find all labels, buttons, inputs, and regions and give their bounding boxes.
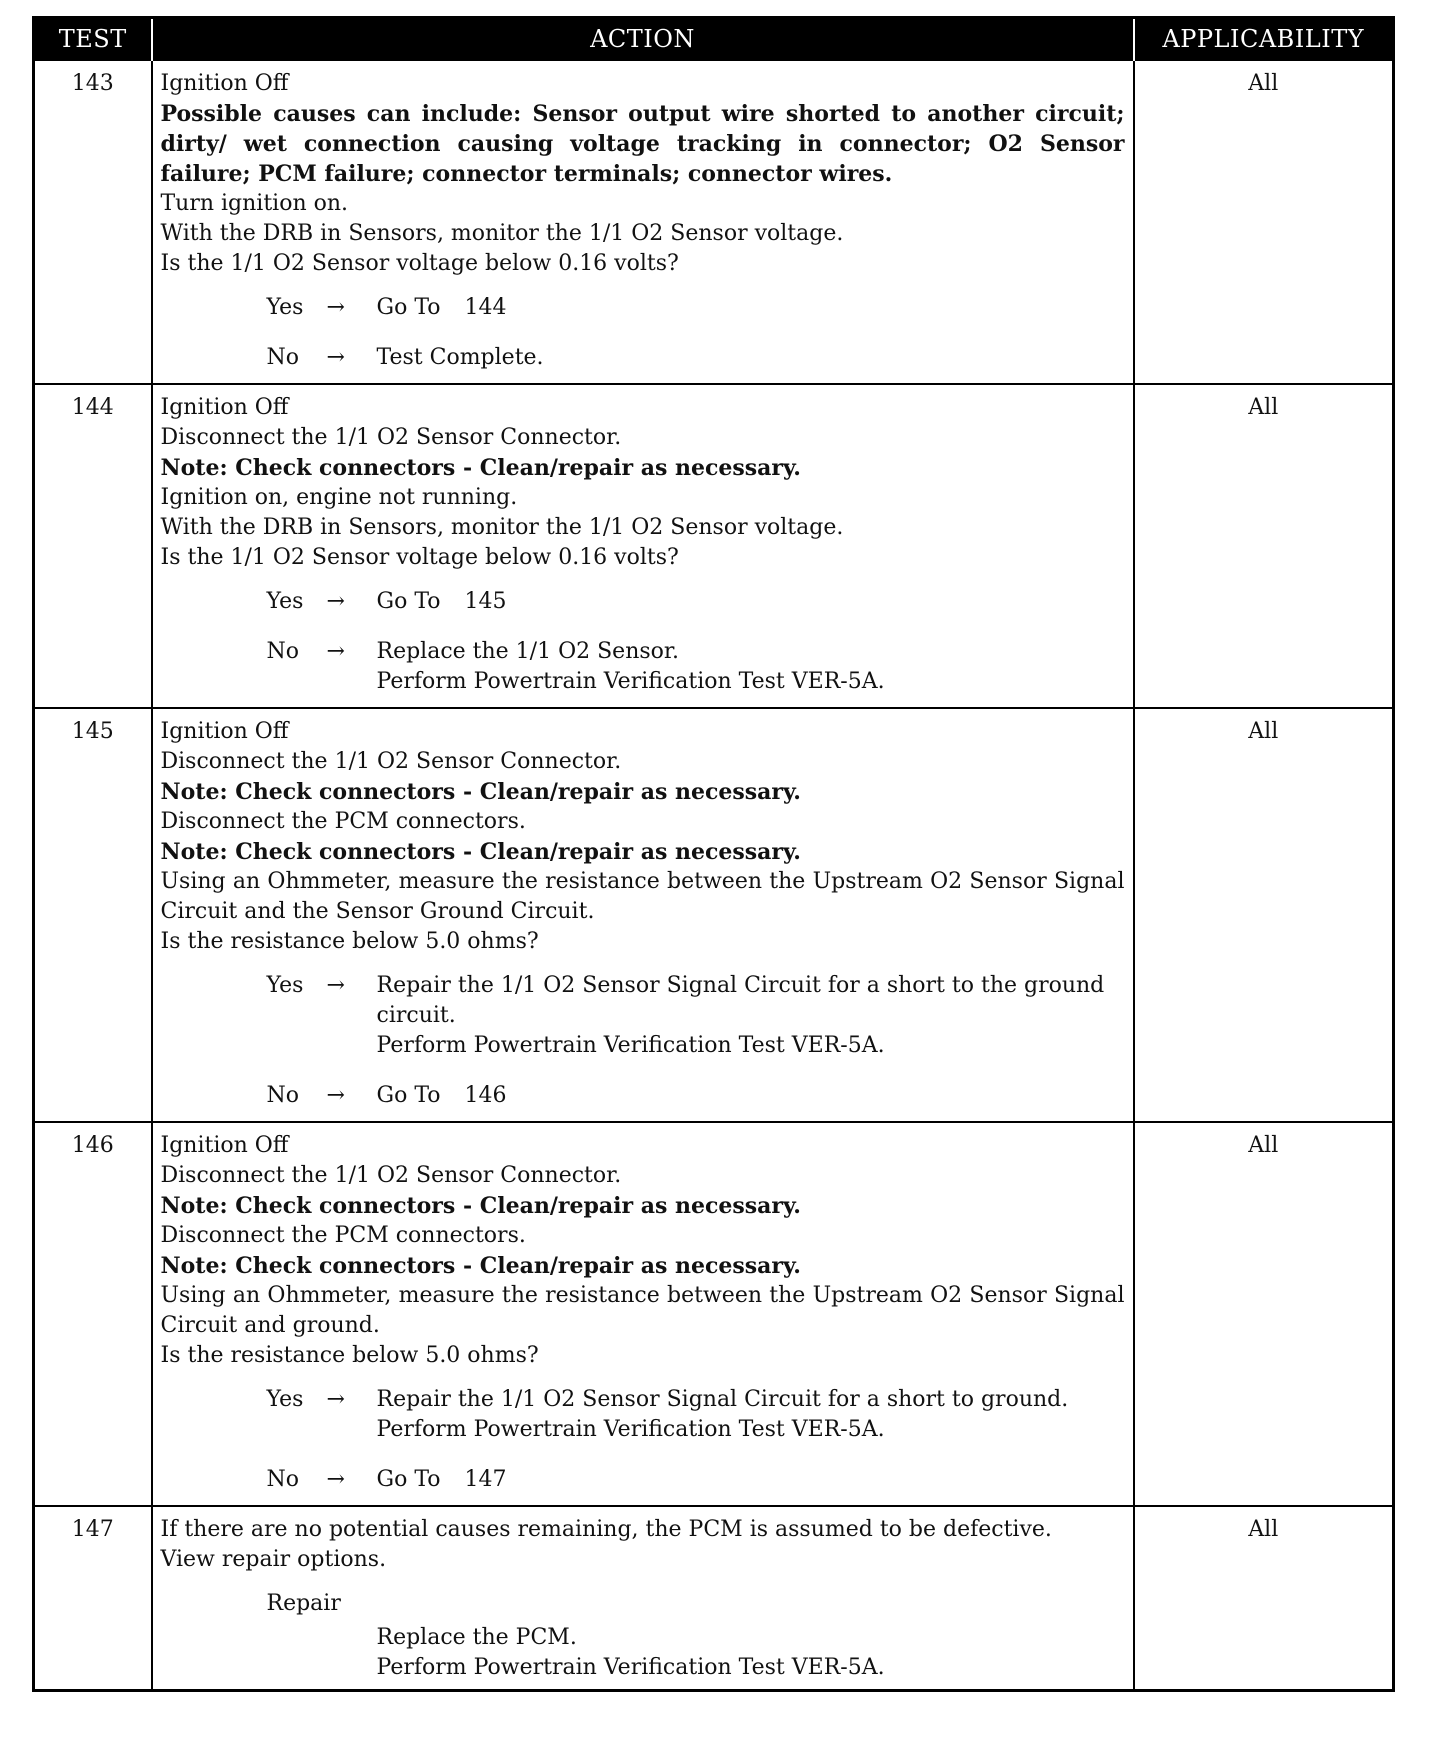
test-number: 146 xyxy=(34,1122,152,1506)
action-step: Disconnect the PCM connectors. xyxy=(160,1223,526,1248)
arrow-right-icon: → xyxy=(326,639,345,664)
answer-result xyxy=(377,1465,1125,1495)
repair-options xyxy=(161,1589,1125,1683)
action-cell xyxy=(152,1122,1134,1506)
answer-result-line: Perform Powertrain Verification Test VER-5A. xyxy=(376,1033,885,1058)
answer-result xyxy=(377,971,1125,1061)
repair-label: Repair xyxy=(266,1591,341,1616)
answer-result-line: Perform Powertrain Verification Test VER-5A. xyxy=(376,1417,885,1442)
header-test: TEST xyxy=(34,18,152,61)
action-step: Disconnect the 1/1 O2 Sensor Connector. xyxy=(160,425,622,450)
action-step: Ignition Off xyxy=(160,1133,289,1158)
action-cell xyxy=(152,60,1134,384)
answer-option xyxy=(161,343,1125,373)
answer-result-line: Repair the 1/1 O2 Sensor Signal Circuit for a short to the ground circuit. xyxy=(376,973,1105,1028)
answer-option xyxy=(161,587,1125,617)
action-step: Is the 1/1 O2 Sensor voltage below 0.16 volts? xyxy=(160,251,679,276)
action-note: Possible causes can include: Sensor output wire shorted to another circuit; dirty/ wet connection causing voltage tracking in connector; O2 Sensor failure; PCM failure; connector terminals; connector wires. xyxy=(160,101,1125,187)
answer-label: No xyxy=(266,345,299,370)
action-step: Is the resistance below 5.0 ohms? xyxy=(160,929,539,954)
arrow-right-icon: → xyxy=(326,973,345,998)
goto-label: Go To xyxy=(376,295,441,320)
answer-option xyxy=(161,1465,1125,1495)
action-note: Note: Check connectors - Clean/repair as necessary. xyxy=(160,779,801,805)
action-cell xyxy=(152,384,1134,708)
action-step: Ignition Off xyxy=(160,71,289,96)
answer-label: Yes xyxy=(266,589,304,614)
action-step: Disconnect the 1/1 O2 Sensor Connector. xyxy=(160,1163,622,1188)
answer-label: Yes xyxy=(266,973,304,998)
diagnostic-test-table xyxy=(32,16,1395,1692)
goto-label: Go To xyxy=(376,589,441,614)
answer-option xyxy=(161,1081,1125,1111)
table-row xyxy=(34,1506,1394,1691)
action-note: Note: Check connectors - Clean/repair as necessary. xyxy=(160,839,801,865)
answer-list xyxy=(161,587,1125,697)
answer-list xyxy=(161,971,1125,1111)
action-cell xyxy=(152,1506,1134,1691)
table-row xyxy=(34,1122,1394,1506)
repair-step: Replace the PCM. xyxy=(376,1625,577,1650)
action-step: Disconnect the PCM connectors. xyxy=(160,809,526,834)
test-number: 143 xyxy=(34,60,152,384)
applicability-value: All xyxy=(1134,1122,1394,1506)
answer-result xyxy=(377,637,1125,697)
action-step: Ignition on, engine not running. xyxy=(160,485,518,510)
table-row xyxy=(34,60,1394,384)
answer-list xyxy=(161,293,1125,373)
action-note: Note: Check connectors - Clean/repair as necessary. xyxy=(160,1193,801,1219)
table-header-row xyxy=(34,18,1394,61)
answer-label: Yes xyxy=(266,295,304,320)
action-step: Ignition Off xyxy=(160,395,289,420)
test-number: 144 xyxy=(34,384,152,708)
goto-test-number: 145 xyxy=(464,589,507,614)
action-step: Disconnect the 1/1 O2 Sensor Connector. xyxy=(160,749,622,774)
action-step: Turn ignition on. xyxy=(160,191,349,216)
action-step: With the DRB in Sensors, monitor the 1/1 O2 Sensor voltage. xyxy=(160,221,844,246)
action-step: View repair options. xyxy=(160,1547,387,1572)
action-step: With the DRB in Sensors, monitor the 1/1 O2 Sensor voltage. xyxy=(160,515,844,540)
test-number: 147 xyxy=(34,1506,152,1691)
action-step: Ignition Off xyxy=(160,719,289,744)
table-row xyxy=(34,384,1394,708)
answer-result-line: Test Complete. xyxy=(376,345,544,370)
goto-test-number: 147 xyxy=(464,1467,507,1492)
action-step: Is the 1/1 O2 Sensor voltage below 0.16 volts? xyxy=(160,545,679,570)
answer-option xyxy=(161,971,1125,1061)
repair-steps xyxy=(377,1623,1125,1683)
arrow-right-icon: → xyxy=(326,1387,345,1412)
action-cell xyxy=(152,708,1134,1122)
answer-option xyxy=(161,1385,1125,1445)
answer-label: No xyxy=(266,1467,299,1492)
answer-label: Yes xyxy=(266,1387,304,1412)
answer-result xyxy=(377,1385,1125,1445)
answer-result-line: Replace the 1/1 O2 Sensor. xyxy=(376,639,679,664)
goto-test-number: 146 xyxy=(464,1083,507,1108)
answer-result xyxy=(377,587,1125,617)
arrow-right-icon: → xyxy=(326,1467,345,1492)
action-note: Note: Check connectors - Clean/repair as necessary. xyxy=(160,455,801,481)
answer-result-line: Perform Powertrain Verification Test VER-5A. xyxy=(376,669,885,694)
answer-result xyxy=(377,343,1125,373)
applicability-value: All xyxy=(1134,708,1394,1122)
goto-label: Go To xyxy=(376,1083,441,1108)
answer-option xyxy=(161,293,1125,323)
answer-result xyxy=(377,293,1125,323)
action-note: Note: Check connectors - Clean/repair as necessary. xyxy=(160,1253,801,1279)
arrow-right-icon: → xyxy=(326,345,345,370)
answer-list xyxy=(161,1385,1125,1495)
header-applicability: APPLICABILITY xyxy=(1134,18,1394,61)
action-step: Using an Ohmmeter, measure the resistance between the Upstream O2 Sensor Signal Circuit and ground. xyxy=(160,1283,1125,1338)
test-number: 145 xyxy=(34,708,152,1122)
goto-test-number: 144 xyxy=(464,295,507,320)
answer-label: No xyxy=(266,639,299,664)
action-step: Using an Ohmmeter, measure the resistance between the Upstream O2 Sensor Signal Circuit and the Sensor Ground Circuit. xyxy=(160,869,1125,924)
answer-result-line: Repair the 1/1 O2 Sensor Signal Circuit for a short to ground. xyxy=(376,1387,1069,1412)
action-step: If there are no potential causes remaining, the PCM is assumed to be defective. xyxy=(160,1517,1052,1542)
applicability-value: All xyxy=(1134,60,1394,384)
header-action: ACTION xyxy=(152,18,1134,61)
answer-option xyxy=(161,637,1125,697)
answer-label: No xyxy=(266,1083,299,1108)
table-body xyxy=(34,60,1394,1691)
table-row xyxy=(34,708,1394,1122)
applicability-value: All xyxy=(1134,1506,1394,1691)
goto-label: Go To xyxy=(376,1467,441,1492)
arrow-right-icon: → xyxy=(326,295,345,320)
arrow-right-icon: → xyxy=(326,1083,345,1108)
repair-step: Perform Powertrain Verification Test VER-5A. xyxy=(376,1655,885,1680)
applicability-value: All xyxy=(1134,384,1394,708)
action-step: Is the resistance below 5.0 ohms? xyxy=(160,1343,539,1368)
answer-result xyxy=(377,1081,1125,1111)
arrow-right-icon: → xyxy=(326,589,345,614)
